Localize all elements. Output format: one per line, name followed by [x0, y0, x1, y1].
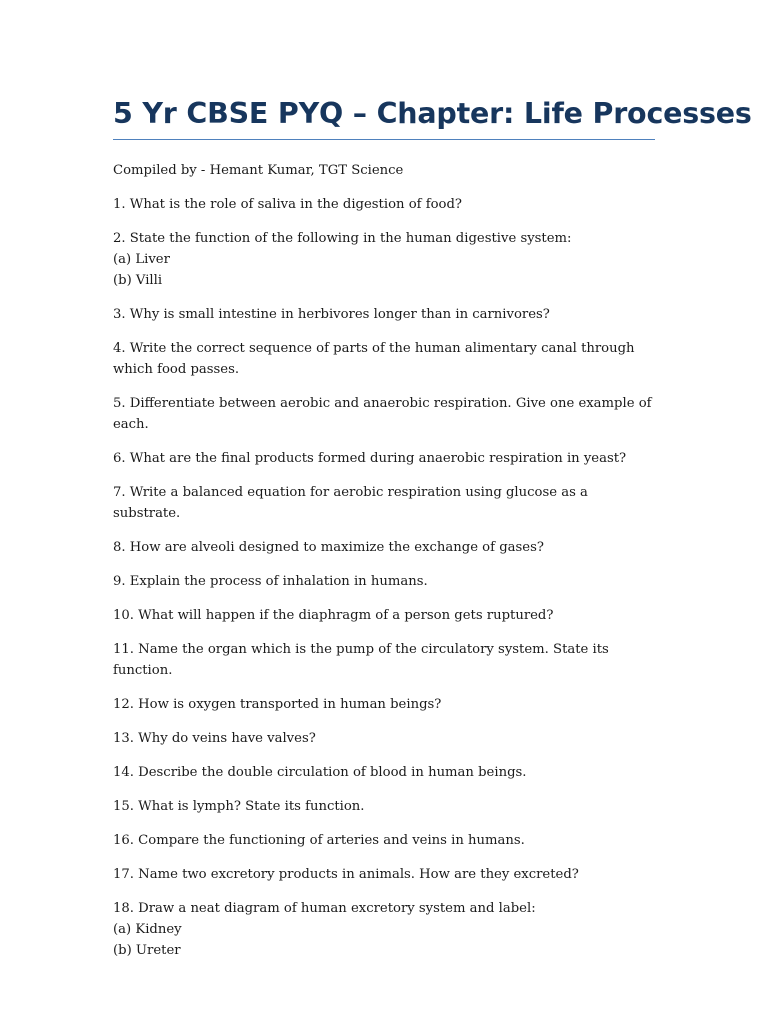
question-text: 1. What is the role of saliva in the digestion of food? — [113, 197, 462, 212]
compiled-by-line: Compiled by - Hemant Kumar, TGT Science — [113, 163, 404, 178]
question-text: 9. Explain the process of inhalation in humans. — [113, 574, 428, 589]
question-item — [113, 605, 655, 626]
question-item — [113, 448, 655, 469]
question-text: 15. What is lymph? State its function. — [113, 799, 365, 814]
question-item — [113, 762, 655, 783]
question-text: 2. State the function of the following in the human digestive system: — [113, 231, 572, 246]
question-item — [113, 898, 655, 961]
question-text: 8. How are alveoli designed to maximize the exchange of gases? — [113, 540, 544, 555]
document-title: 5 Yr CBSE PYQ – Chapter: Life Processes — [113, 95, 655, 140]
question-item — [113, 194, 655, 215]
question-subpart: (a) Liver — [113, 252, 170, 267]
question-subpart: (a) Kidney — [113, 922, 182, 937]
question-text: 18. Draw a neat diagram of human excretory system and label: — [113, 901, 536, 916]
document-page — [113, 95, 752, 974]
question-item — [113, 571, 655, 592]
question-item — [113, 796, 655, 817]
question-text: 16. Compare the functioning of arteries and veins in humans. — [113, 833, 525, 848]
question-text: 5. Differentiate between aerobic and anaerobic respiration. Give one example of each. — [113, 396, 652, 432]
question-text: 3. Why is small intestine in herbivores longer than in carnivores? — [113, 307, 550, 322]
question-text: 14. Describe the double circulation of blood in human beings. — [113, 765, 527, 780]
question-text: 7. Write a balanced equation for aerobic respiration using glucose as a substrate. — [113, 485, 588, 521]
question-item — [113, 694, 655, 715]
question-text: 4. Write the correct sequence of parts of the human alimentary canal through which food passes. — [113, 341, 635, 377]
question-item — [113, 830, 655, 851]
question-item — [113, 537, 655, 558]
question-item — [113, 864, 655, 885]
question-item — [113, 639, 655, 681]
question-item — [113, 728, 655, 749]
question-text: 6. What are the final products formed during anaerobic respiration in yeast? — [113, 451, 627, 466]
question-subpart: (b) Ureter — [113, 943, 181, 958]
question-item — [113, 228, 655, 291]
question-list — [113, 194, 655, 961]
question-text: 13. Why do veins have valves? — [113, 731, 316, 746]
question-subpart: (b) Villi — [113, 273, 163, 288]
question-item — [113, 338, 655, 380]
question-item — [113, 393, 655, 435]
question-text: 11. Name the organ which is the pump of the circulatory system. State its function. — [113, 642, 609, 678]
question-text: 12. How is oxygen transported in human beings? — [113, 697, 442, 712]
question-item — [113, 304, 655, 325]
question-text: 10. What will happen if the diaphragm of a person gets ruptured? — [113, 608, 554, 623]
question-text: 17. Name two excretory products in animals. How are they excreted? — [113, 867, 579, 882]
question-item — [113, 482, 655, 524]
